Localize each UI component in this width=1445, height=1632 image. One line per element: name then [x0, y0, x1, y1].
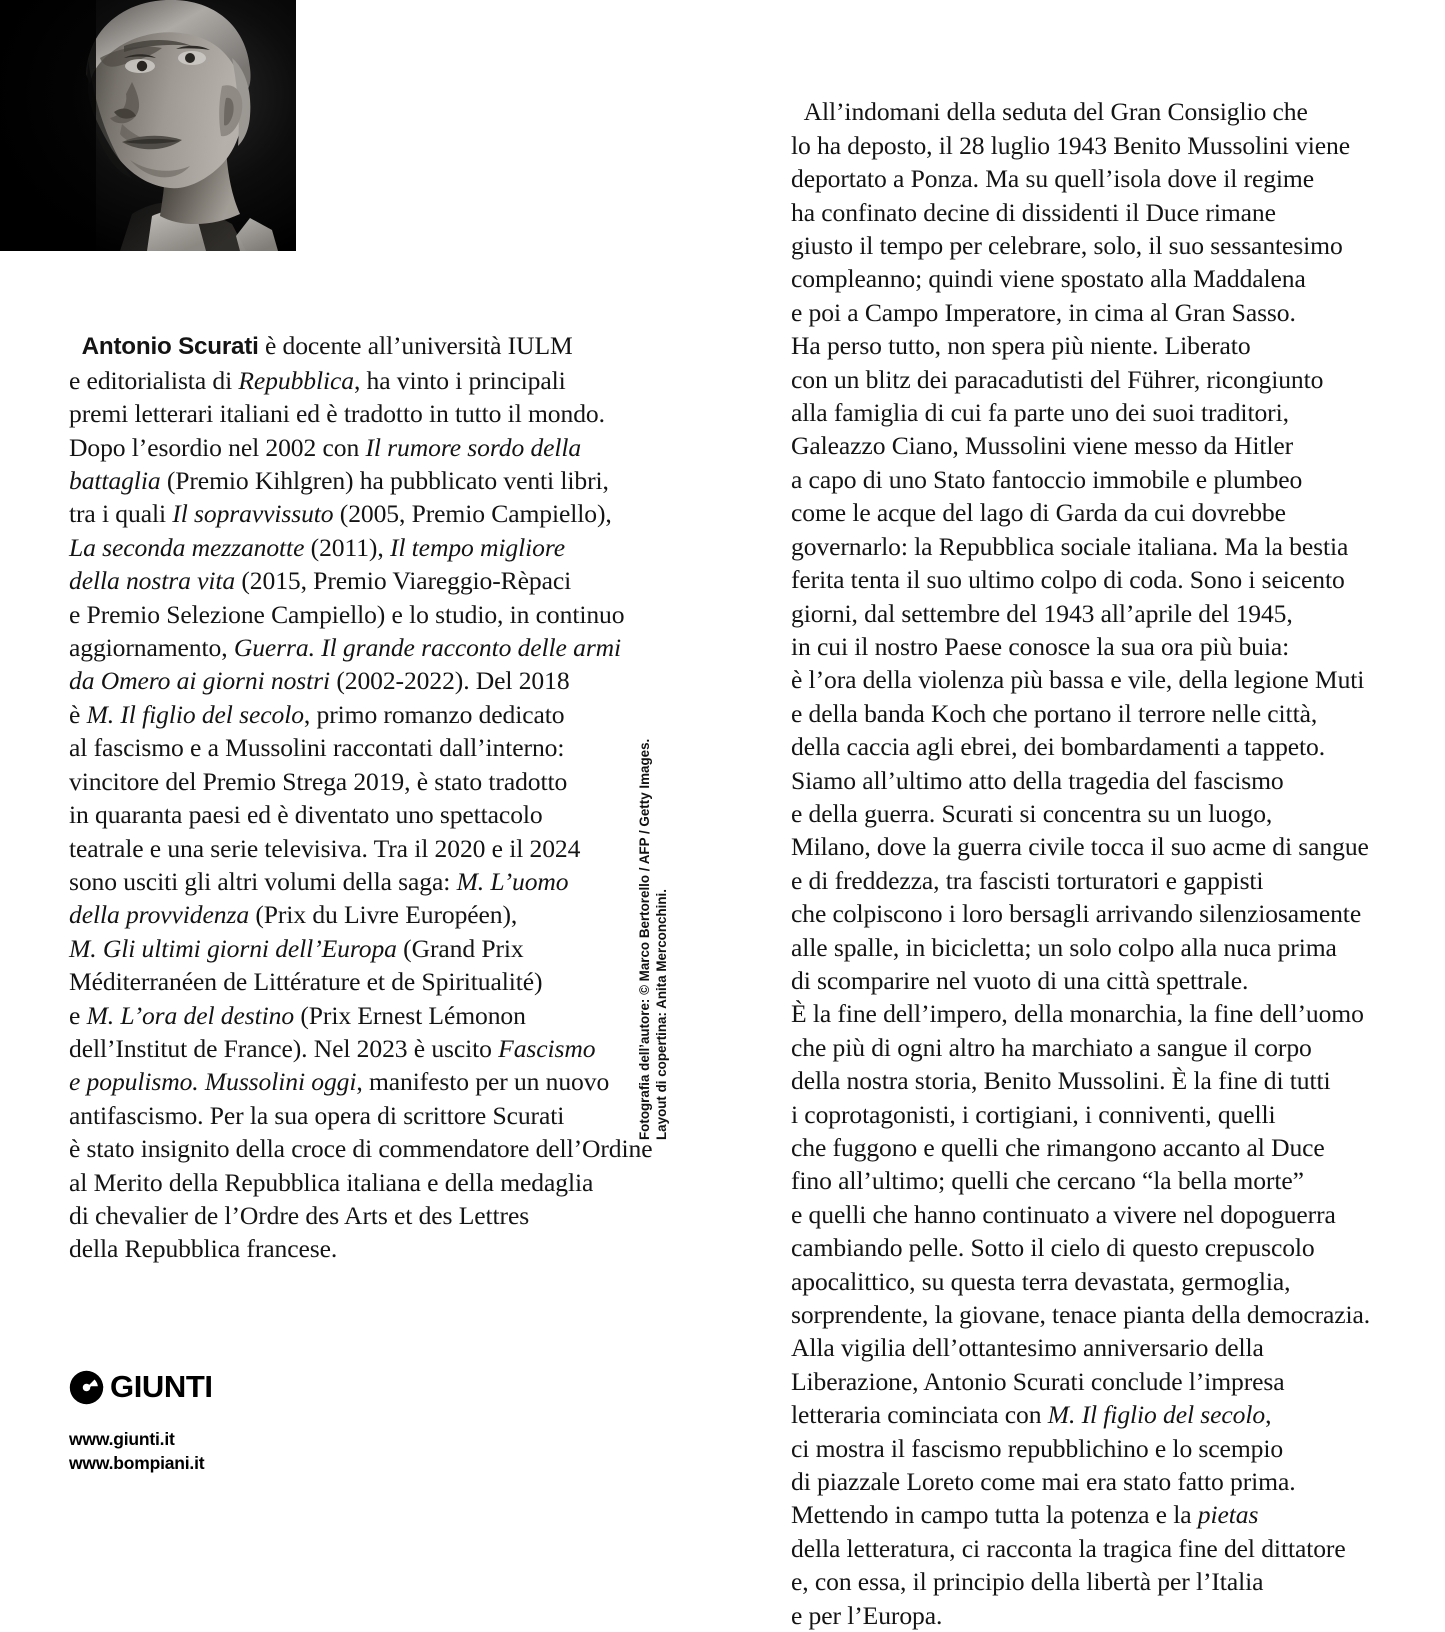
bio-title-uomo-provvidenza: M. L’uomo della provvidenza: [69, 866, 569, 930]
bio-text-12: , manifesto per un nuovo antifascismo. Per la sua opera di scrittore Scurati è stato insignito della croce di commendatore dell’Ordine al Merito della Repubblica italiana e della medaglia di chevalier de l’Ordre des Arts et des Lettres della Repubblica francese.: [69, 1067, 653, 1264]
bio-text-4: (2005, Premio Campiello),: [339, 499, 612, 529]
bio-title-guerra: Guerra. Il grande racconto delle armi da Omero ai giorni nostri: [69, 633, 622, 696]
website-giunti-link[interactable]: www.giunti.it: [69, 1429, 175, 1449]
publisher-block: [69, 1369, 213, 1475]
photo-credits: [636, 738, 670, 1140]
blurb-text-3: della letteratura, ci racconta la tragica fine del dittatore e, con essa, il principio della libertà per l’Italia e per l’Europa.: [791, 1533, 1346, 1630]
bio-text-9: (Prix du Livre Européen),: [255, 900, 518, 930]
publisher-logo: [69, 1369, 213, 1405]
blurb-text-2: , ci mostra il fascismo repubblichino e lo scempio di piazzale Loreto come mai era stato fatto prima. Mettendo in campo tutta la potenza e la: [791, 1400, 1296, 1530]
blurb-title-figlio-del-secolo: M. Il figlio del secolo: [1047, 1400, 1266, 1430]
bio-text-1: è docente all’università IULM e editorialista di: [69, 331, 573, 395]
bio-title-figlio-del-secolo: M. Il figlio del secolo: [86, 699, 304, 729]
bio-text-5: (2011),: [304, 532, 390, 562]
cover-layout-credit-line: Layout di copertina: Anita Merconchini.: [654, 889, 669, 1140]
bio-text-8: , primo romanzo dedicato al fascismo e a Mussolini raccontati dall’interno: vincitore del Premio Strega 2019, è stato tradotto in quaranta paesi ed è diventato uno spettacolo teatrale e una serie televisiva. Tra il 2020 e il 2024 sono usciti gli altri volumi della saga:: [69, 699, 581, 896]
bio-text-3: (Premio Kihlgren) ha pubblicato venti libri, tra i quali: [69, 466, 609, 529]
bio-title-seconda-mezzanotte: La seconda mezzanotte: [69, 532, 305, 562]
book-blurb: [791, 62, 1403, 1632]
bio-title-ultimi-giorni-europa: M. Gli ultimi giorni dell’Europa: [69, 933, 397, 963]
bio-title-fascismo-populismo: Fascismo e populismo. Mussolini oggi: [69, 1033, 596, 1097]
publisher-wordmark: GIUNTI: [110, 1369, 213, 1404]
author-name: Antonio Scurati: [81, 333, 259, 361]
bio-text-10: (Grand Prix Méditerranéen de Littérature et de Spiritualité) e: [69, 933, 543, 1030]
photo-credit-line: Fotografia dell’autore: © Marco Bertorello / AFP / Getty Images.: [637, 738, 652, 1140]
bio-title-repubblica: Repubblica: [238, 365, 354, 395]
bio-title-sopravvissuto: Il sopravvissuto: [172, 499, 334, 529]
bio-text-7: (2002-2022). Del 2018 è: [69, 666, 570, 729]
bio-title-tempo-migliore: Il tempo migliore della nostra vita: [69, 532, 565, 596]
bio-text-6: (2015, Premio Viareggio-Rèpaci e Premio Selezione Campiello) e lo studio, in continuo aggiornamento,: [69, 566, 625, 663]
giunti-swirl-icon: [69, 1370, 104, 1405]
blurb-word-pietas: pietas: [1197, 1500, 1259, 1530]
bio-title-rumore-sordo: Il rumore sordo della battaglia: [69, 432, 582, 496]
publisher-websites: [69, 1427, 213, 1475]
bio-title-ora-del-destino: M. L’ora del destino: [86, 1000, 295, 1030]
author-biography: [69, 296, 679, 1266]
bio-text-2: , ha vinto i principali premi letterari italiani ed è tradotto in tutto il mondo. Dopo l’esordio nel 2002 con: [69, 365, 605, 462]
website-bompiani-link[interactable]: www.bompiani.it: [69, 1453, 205, 1473]
blurb-text-1: All’indomani della seduta del Gran Consiglio che lo ha deposto, il 28 luglio 1943 Benito Mussolini viene deportato a Ponza. Ma su quell’isola dove il regime ha confinato decine di dissidenti il Duce rimane giusto il tempo per celebrare, solo, il suo sessantesimo compleanno; quindi viene spostato alla Maddalena e poi a Campo Imperatore, in cima al Gran Sasso. Ha perso tutto, non spera più niente. Liberato con un blitz dei paracadutisti del Führer, ricongiunto alla famiglia di cui fa parte uno dei suoi traditori, Galeazzo Ciano, Mussolini viene messo da Hitler a capo di uno Stato fantoccio immobile e plumbeo come le acque del lago di Garda da cui dovrebbe governarlo: la Repubblica sociale italiana. Ma la bestia ferita tenta il suo ultimo colpo di coda. Sono i seicento giorni, dal settembre del 1943 all’aprile del 1945, in cui il nostro Paese conosce la sua ora più buia: è l’ora della violenza più bassa e vile, della legione Muti e della banda Koch che portano il terrore nelle città, della caccia agli ebrei, dei bombardamenti a tappeto. Siamo all’ultimo atto della tragedia del fascismo e della guerra. Scurati si concentra su un luogo, Milano, dove la guerra civile tocca il suo acme di sangue e di freddezza, tra fascisti torturatori e gappisti che colpiscono i loro bersagli arrivando silenziosamente alle spalle, in bicicletta; un solo colpo alla nuca prima di scomparire nel vuoto di una città spettrale. È la fine dell’impero, della monarchia, la fine dell’uomo che più di ogni altro ha marchiato a sangue il corpo della nostra storia, Benito Mussolini. È la fine di tutti i coprotagonisti, i cortigiani, i conniventi, quelli che fuggono e quelli che rimangono accanto al Duce fino all’ultimo; quelli che cercano “la bella morte” e quelli che hanno continuato a vivere nel dopoguerra cambiando pelle. Sotto il cielo di questo crepuscolo apocalittico, su questa terra devastata, germoglia, sorprendente, la giovane, tenace pianta della democrazia. Alla vigilia dell’ottantesimo anniversario della Liberazione, Antonio Scurati conclude l’impresa letteraria cominciata con: [791, 97, 1371, 1430]
author-photo: [0, 0, 296, 251]
bio-text-11: (Prix Ernest Lémonon dell’Institut de France). Nel 2023 è uscito: [69, 1000, 526, 1063]
